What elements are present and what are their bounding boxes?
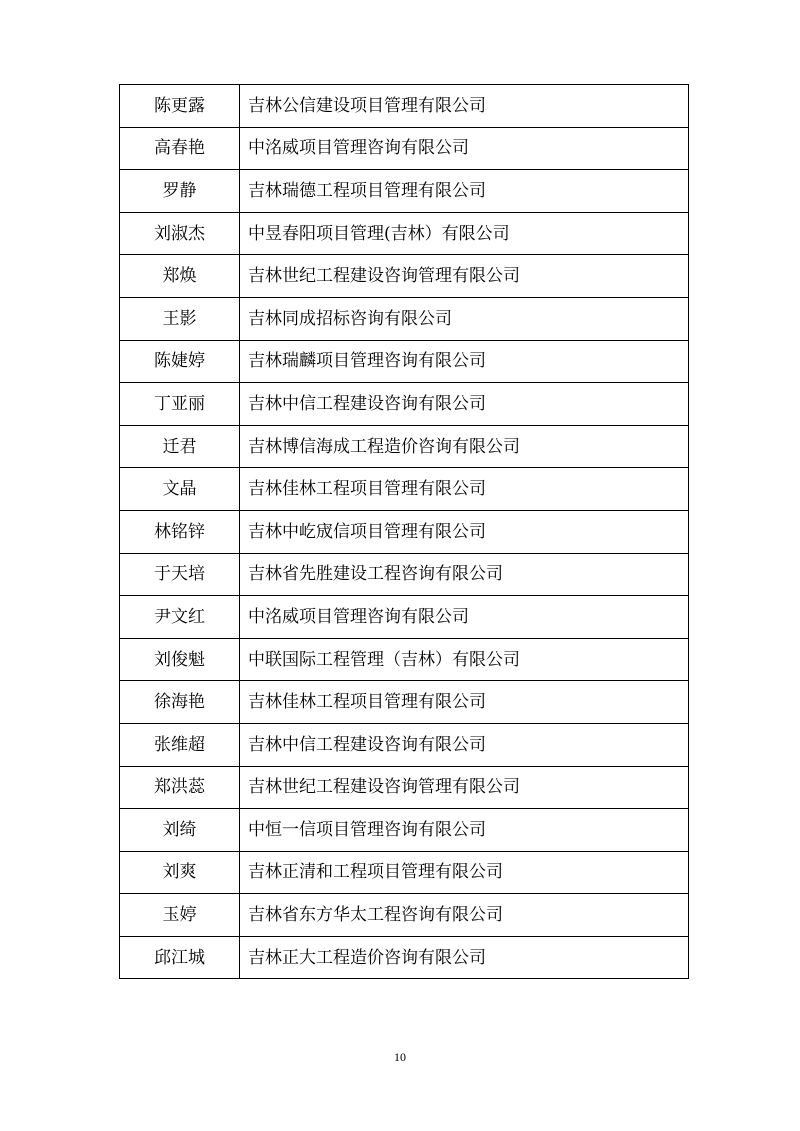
- table-row: [120, 723, 689, 766]
- table-row: [120, 468, 689, 511]
- company-name: 中洺威项目管理咨询有限公司: [240, 596, 689, 639]
- person-name: 郑洪蕊: [120, 766, 240, 809]
- company-name: 吉林世纪工程建设咨询管理有限公司: [240, 255, 689, 298]
- person-name: 玉婷: [120, 894, 240, 937]
- company-name: 吉林正大工程造价咨询有限公司: [240, 936, 689, 979]
- person-name: 罗静: [120, 170, 240, 213]
- company-name: 吉林博信海成工程造价咨询有限公司: [240, 425, 689, 468]
- table-row: [120, 425, 689, 468]
- company-name: 吉林瑞德工程项目管理有限公司: [240, 170, 689, 213]
- company-name: 中恒一信项目管理咨询有限公司: [240, 809, 689, 852]
- table-row: [120, 255, 689, 298]
- person-name: 丁亚丽: [120, 383, 240, 426]
- page-number: 10: [394, 1050, 406, 1064]
- company-name: 吉林同成招标咨询有限公司: [240, 297, 689, 340]
- person-name: 陈更露: [120, 85, 240, 128]
- company-name: 吉林公信建设项目管理有限公司: [240, 85, 689, 128]
- table-row: [120, 851, 689, 894]
- table-row: [120, 297, 689, 340]
- person-name: 文晶: [120, 468, 240, 511]
- person-name: 林铭锌: [120, 510, 240, 553]
- table-row: [120, 936, 689, 979]
- person-name: 迁君: [120, 425, 240, 468]
- person-name: 于天培: [120, 553, 240, 596]
- person-name: 尹文红: [120, 596, 240, 639]
- company-name: 中洺威项目管理咨询有限公司: [240, 127, 689, 170]
- person-name: 刘俊魁: [120, 638, 240, 681]
- company-name: 吉林正清和工程项目管理有限公司: [240, 851, 689, 894]
- company-name: 吉林佳林工程项目管理有限公司: [240, 468, 689, 511]
- person-name: 徐海艳: [120, 681, 240, 724]
- table-row: [120, 894, 689, 937]
- personnel-table-body: [120, 85, 689, 979]
- table-row: [120, 681, 689, 724]
- person-name: 刘淑杰: [120, 212, 240, 255]
- table-row: [120, 596, 689, 639]
- person-name: 刘爽: [120, 851, 240, 894]
- table-row: [120, 510, 689, 553]
- company-name: 吉林佳林工程项目管理有限公司: [240, 681, 689, 724]
- company-name: 吉林中信工程建设咨询有限公司: [240, 383, 689, 426]
- company-name: 中联国际工程管理（吉林）有限公司: [240, 638, 689, 681]
- table-row: [120, 170, 689, 213]
- table-row: [120, 212, 689, 255]
- person-name: 高春艳: [120, 127, 240, 170]
- table-row: [120, 553, 689, 596]
- table-row: [120, 809, 689, 852]
- person-name: 陈婕婷: [120, 340, 240, 383]
- table-row: [120, 85, 689, 128]
- table-row: [120, 383, 689, 426]
- company-name: 吉林瑞麟项目管理咨询有限公司: [240, 340, 689, 383]
- table-row: [120, 127, 689, 170]
- table-row: [120, 638, 689, 681]
- company-name: 吉林省先胜建设工程咨询有限公司: [240, 553, 689, 596]
- person-name: 王影: [120, 297, 240, 340]
- person-name: 郑焕: [120, 255, 240, 298]
- company-name: 吉林省东方华太工程咨询有限公司: [240, 894, 689, 937]
- table-row: [120, 766, 689, 809]
- person-name: 刘绮: [120, 809, 240, 852]
- personnel-table: [119, 84, 689, 979]
- company-name: 中昱春阳项目管理(吉林）有限公司: [240, 212, 689, 255]
- company-name: 吉林中信工程建设咨询有限公司: [240, 723, 689, 766]
- person-name: 邱江城: [120, 936, 240, 979]
- table-row: [120, 340, 689, 383]
- company-name: 吉林世纪工程建设咨询管理有限公司: [240, 766, 689, 809]
- person-name: 张维超: [120, 723, 240, 766]
- company-name: 吉林中屹宬信项目管理有限公司: [240, 510, 689, 553]
